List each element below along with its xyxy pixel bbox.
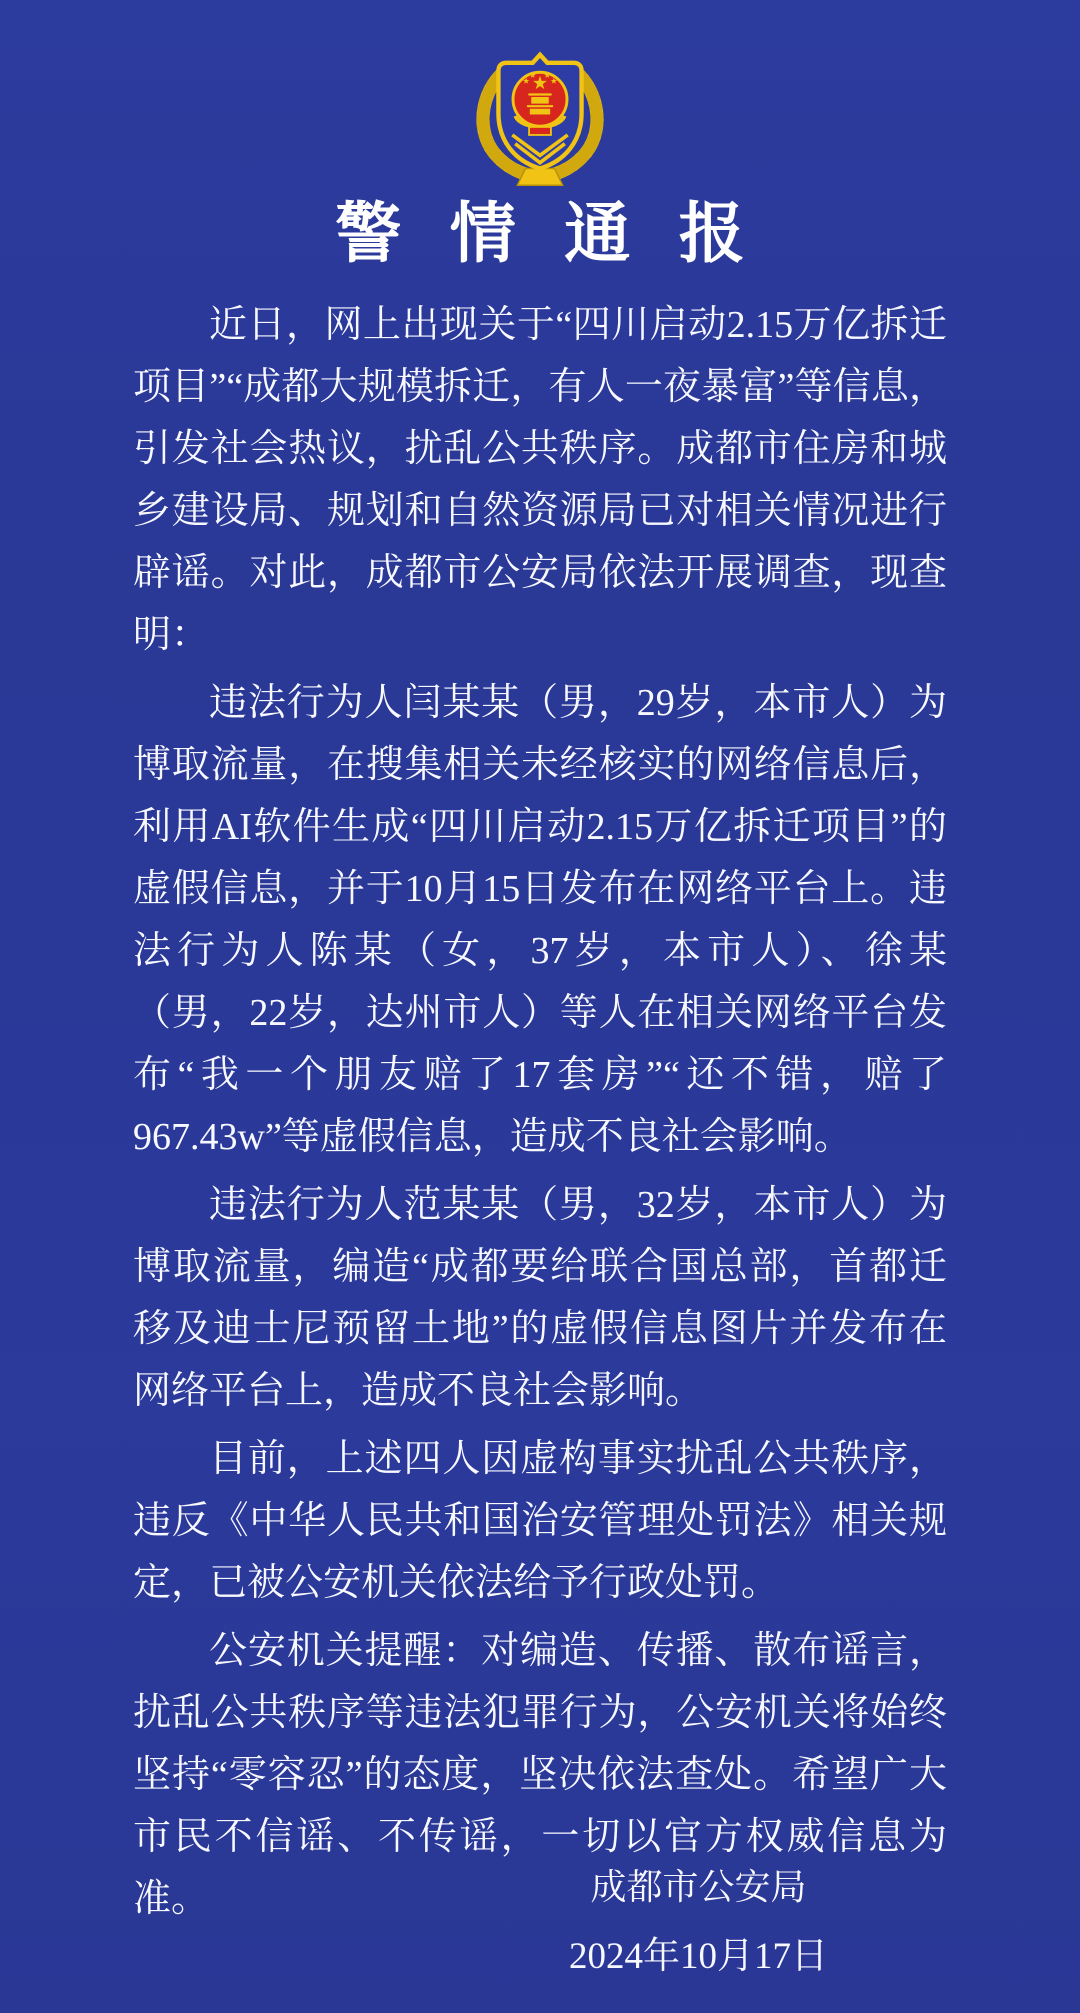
police-badge-icon [466,46,614,186]
notice-title: 警 情 通 报 [335,198,761,271]
signature-authority: 成都市公安局 [590,1867,807,1907]
notice-paragraph-1: 近日，网上出现关于“四川启动2.15万亿拆迁项目”“成都大规模拆迁，有人一夜暴富”等信息，引发社会热议，扰乱公共秩序。成都市住房和城乡建设局、规划和自然资源局已对相关情况进行辟谣。对此，成都市公安局依法开展调查，现查明： [133,304,947,656]
notice-paragraph-5: 公安机关提醒：对编造、传播、散布谣言，扰乱公共秩序等违法犯罪行为，公安机关将始终坚持“零容忍”的态度，坚决依法查处。希望广大市民不信谣、不传谣，一切以官方权威信息为准。 [133,1630,947,1920]
notice-paragraph-3: 违法行为人范某某（男，32岁，本市人）为博取流量，编造“成都要给联合国总部，首都迁移及迪士尼预留土地”的虚假信息图片并发布在网络平台上，造成不良社会影响。 [133,1184,947,1412]
notice-paragraph-4: 目前，上述四人因虚构事实扰乱公共秩序，违反《中华人民共和国治安管理处罚法》相关规定，已被公安机关依法给予行政处罚。 [133,1438,947,1604]
signature-date: 2024年10月17日 [569,1936,828,1978]
notice-body [133,294,947,1930]
signature-block [569,1866,828,1980]
notice-paragraph-2: 违法行为人闫某某（男，29岁，本市人）为博取流量，在搜集相关未经核实的网络信息后，利用AI软件生成“四川启动2.15万亿拆迁项目”的虚假信息，并于10月15日发布在网络平台上。违法行为人陈某（女，37岁，本市人）、徐某（男，22岁，达州市人）等人在相关网络平台发布“我一个朋友赔了17套房”“还不错，赔了967.43w”等虚假信息，造成不良社会影响。 [133,682,947,1158]
